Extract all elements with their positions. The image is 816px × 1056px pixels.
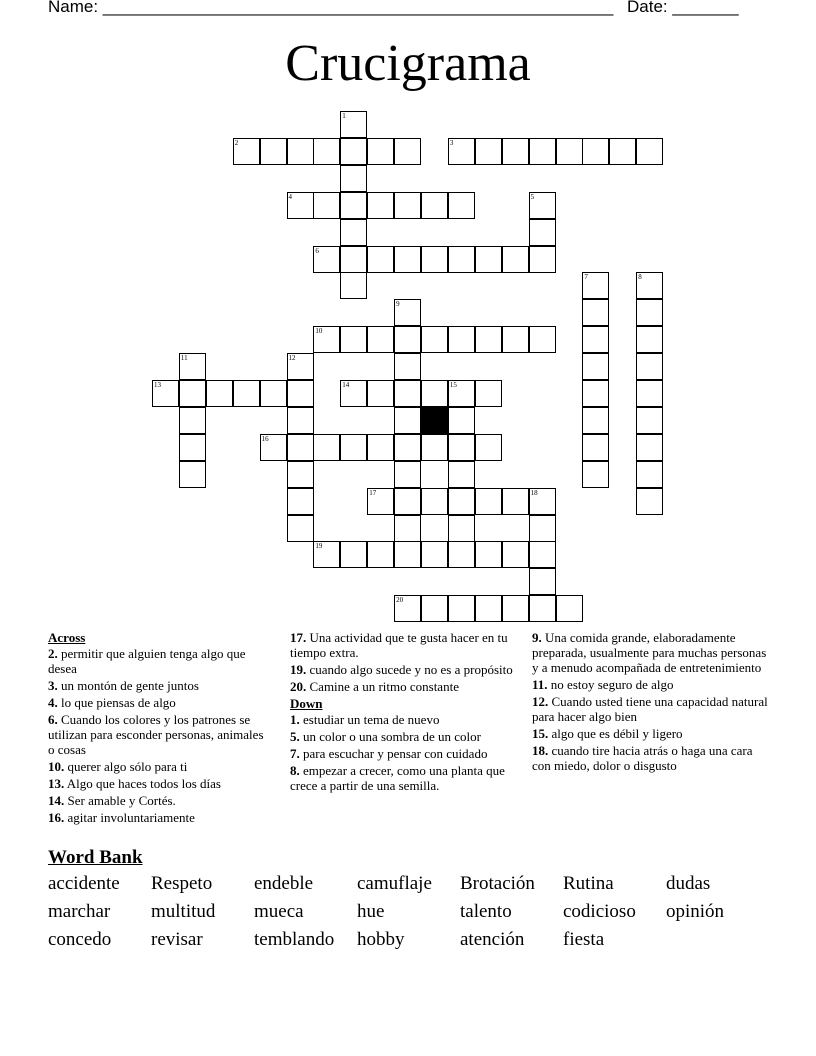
crossword-cell[interactable] bbox=[582, 407, 609, 434]
crossword-cell[interactable] bbox=[502, 541, 529, 568]
crossword-cell[interactable] bbox=[448, 326, 475, 353]
down-heading: Down bbox=[290, 696, 323, 711]
crossword-cell[interactable] bbox=[233, 138, 260, 165]
clue-number: 18 bbox=[530, 488, 538, 497]
crossword-cell[interactable] bbox=[448, 192, 475, 219]
clue-number: 15 bbox=[449, 381, 457, 389]
crossword-cell[interactable] bbox=[394, 434, 421, 461]
clue-number: 4 bbox=[288, 192, 292, 201]
crossword-cell[interactable] bbox=[448, 246, 475, 273]
crossword-cell[interactable] bbox=[340, 272, 367, 299]
clue-down-9: 9. Una comida grande, elaboradamente preparada, usualmente para muchas personas y a menudo acompañada de entretenimiento bbox=[532, 630, 767, 675]
date-field[interactable]: Date: _______ bbox=[627, 0, 739, 16]
crossword-cell[interactable] bbox=[421, 380, 448, 407]
word-bank-item: temblando bbox=[254, 929, 335, 950]
crossword-cell[interactable] bbox=[340, 434, 367, 461]
clue-across-20: 20. Camine a un ritmo constante bbox=[290, 679, 459, 694]
clue-down-8: 8. empezar a crecer, como una planta que crece a partir de una semilla. bbox=[290, 763, 505, 793]
crossword-cell[interactable] bbox=[448, 541, 475, 568]
crossword-cell[interactable] bbox=[340, 219, 367, 246]
crossword-cell[interactable] bbox=[448, 407, 475, 434]
clue-down-11: 11. no estoy seguro de algo bbox=[532, 677, 674, 692]
clue-number: 10 bbox=[315, 327, 323, 336]
crossword-cell[interactable] bbox=[475, 488, 502, 515]
crossword-cell[interactable] bbox=[582, 299, 609, 326]
crossword-cell[interactable] bbox=[582, 326, 609, 353]
crossword-cell[interactable] bbox=[367, 380, 394, 407]
crossword-cell[interactable] bbox=[367, 434, 394, 461]
crossword-cell[interactable] bbox=[582, 272, 609, 299]
crossword-cell[interactable] bbox=[475, 138, 502, 165]
crossword-cell[interactable] bbox=[287, 138, 314, 165]
crossword-cell[interactable] bbox=[448, 461, 475, 488]
clue-across-2: 2. permitir que alguien tenga algo que desea bbox=[48, 646, 246, 676]
crossword-cell[interactable] bbox=[502, 246, 529, 273]
clue-number: 14 bbox=[342, 381, 350, 389]
crossword-cell[interactable] bbox=[636, 380, 663, 407]
crossword-cell[interactable] bbox=[529, 541, 556, 568]
crossword-cell[interactable] bbox=[394, 515, 421, 542]
clues-column-2 bbox=[290, 630, 526, 795]
crossword-cell[interactable] bbox=[394, 407, 421, 434]
crossword-cell[interactable] bbox=[636, 434, 663, 461]
crossword-cell[interactable] bbox=[313, 326, 340, 353]
clue-number: 9 bbox=[396, 300, 400, 309]
clue-across-3: 3. un montón de gente juntos bbox=[48, 678, 199, 693]
clue-across-13: 13. Algo que haces todos los días bbox=[48, 776, 221, 791]
clue-number: 1 bbox=[342, 112, 346, 120]
crossword-cell[interactable] bbox=[475, 380, 502, 407]
word-bank-item: marchar bbox=[48, 901, 111, 922]
clues-column-3 bbox=[532, 630, 768, 775]
crossword-cell[interactable] bbox=[394, 353, 421, 380]
crossword-cell[interactable] bbox=[152, 380, 179, 407]
clue-across-16: 16. agitar involuntariamente bbox=[48, 810, 195, 825]
word-bank-item: accidente bbox=[48, 873, 120, 894]
page-title: Crucigrama bbox=[285, 35, 531, 92]
crossword-cell[interactable] bbox=[421, 326, 448, 353]
crossword-cell[interactable] bbox=[260, 380, 287, 407]
crossword-cell[interactable] bbox=[421, 488, 448, 515]
crossword-cell[interactable] bbox=[394, 326, 421, 353]
clue-number: 8 bbox=[638, 273, 642, 282]
crossword-cell[interactable] bbox=[313, 434, 340, 461]
crossword-cell[interactable] bbox=[502, 138, 529, 165]
crossword-cell[interactable] bbox=[421, 595, 448, 622]
crossword-cell[interactable] bbox=[475, 595, 502, 622]
word-bank-item: talento bbox=[460, 901, 512, 922]
clue-across-14: 14. Ser amable y Cortés. bbox=[48, 793, 176, 808]
crossword-cell[interactable] bbox=[582, 461, 609, 488]
word-bank-item: hue bbox=[357, 901, 385, 922]
name-field[interactable]: Name: ______________________________________________________ bbox=[48, 0, 614, 16]
word-bank-item: multitud bbox=[151, 901, 216, 922]
crossword-cell[interactable] bbox=[582, 138, 609, 165]
crossword-cell[interactable] bbox=[529, 488, 556, 515]
word-bank-item: endeble bbox=[254, 873, 314, 894]
crossword-cell[interactable] bbox=[287, 407, 314, 434]
crossword-cell[interactable] bbox=[636, 299, 663, 326]
clue-number: 6 bbox=[315, 246, 319, 255]
clue-number: 3 bbox=[449, 138, 454, 147]
word-bank-item: fiesta bbox=[563, 929, 605, 950]
crossword-cell[interactable] bbox=[233, 380, 260, 407]
crossword-cell[interactable] bbox=[179, 461, 206, 488]
clue-down-5: 5. un color o una sombra de un color bbox=[290, 729, 481, 744]
crossword-cell[interactable] bbox=[260, 434, 287, 461]
crossword-cell[interactable] bbox=[448, 138, 475, 165]
clue-number: 20 bbox=[396, 596, 404, 605]
crossword-cell[interactable] bbox=[394, 541, 421, 568]
word-bank-item: Respeto bbox=[151, 873, 213, 894]
clue-number: 5 bbox=[530, 192, 535, 201]
clue-number: 17 bbox=[369, 488, 377, 497]
word-bank-item: dudas bbox=[666, 873, 711, 894]
crossword-cell[interactable] bbox=[636, 353, 663, 380]
crossword-cell[interactable] bbox=[287, 515, 314, 542]
crossword-cell[interactable] bbox=[394, 246, 421, 273]
crossword-cell[interactable] bbox=[529, 568, 556, 595]
crossword-cell[interactable] bbox=[529, 246, 556, 273]
crossword-cell[interactable] bbox=[394, 299, 421, 326]
crossword-cell[interactable] bbox=[287, 461, 314, 488]
crossword-cell[interactable] bbox=[287, 488, 314, 515]
clue-down-1: 1. estudiar un tema de nuevo bbox=[290, 712, 440, 727]
crossword-cell[interactable] bbox=[179, 434, 206, 461]
clue-down-18: 18. cuando tire hacia atrás o haga una cara con miedo, dolor o disgusto bbox=[532, 743, 753, 773]
crossword-cell[interactable] bbox=[475, 541, 502, 568]
crossword-cell[interactable] bbox=[287, 380, 314, 407]
clue-across-19: 19. cuando algo sucede y no es a propósito bbox=[290, 662, 513, 677]
crossword-cell[interactable] bbox=[502, 595, 529, 622]
crossword-cell[interactable] bbox=[636, 272, 663, 299]
word-bank-item: revisar bbox=[151, 929, 203, 950]
crossword-cell[interactable] bbox=[340, 246, 367, 273]
crossword-cell[interactable] bbox=[179, 353, 206, 380]
crossword-cell[interactable] bbox=[340, 138, 367, 165]
crossword-cell[interactable] bbox=[421, 541, 448, 568]
crossword-cell[interactable] bbox=[179, 407, 206, 434]
clue-across-10: 10. querer algo sólo para ti bbox=[48, 759, 188, 774]
crossword-black-cell bbox=[421, 407, 448, 434]
crossword-cell[interactable] bbox=[529, 192, 556, 219]
clue-number: 16 bbox=[261, 434, 269, 443]
crossword-cell[interactable] bbox=[287, 353, 314, 380]
clues-column-1 bbox=[48, 630, 268, 827]
crossword-cell[interactable] bbox=[609, 138, 636, 165]
crossword-cell[interactable] bbox=[582, 353, 609, 380]
across-heading: Across bbox=[48, 630, 86, 645]
crossword-cell[interactable] bbox=[394, 380, 421, 407]
crossword-cell[interactable] bbox=[367, 246, 394, 273]
crossword-cell[interactable] bbox=[394, 461, 421, 488]
crossword-cell[interactable] bbox=[179, 380, 206, 407]
crossword-cell[interactable] bbox=[636, 488, 663, 515]
crossword-cell[interactable] bbox=[367, 192, 394, 219]
crossword-cell[interactable] bbox=[421, 246, 448, 273]
crossword-cell[interactable] bbox=[313, 192, 340, 219]
crossword-cell[interactable] bbox=[367, 138, 394, 165]
word-bank-title: Word Bank bbox=[48, 847, 143, 868]
word-bank-item: concedo bbox=[48, 929, 112, 950]
clue-number: 13 bbox=[154, 381, 161, 389]
word-bank-item: hobby bbox=[357, 929, 405, 950]
crossword-cell[interactable] bbox=[340, 326, 367, 353]
word-bank-item: opinión bbox=[666, 901, 725, 922]
crossword-cell[interactable] bbox=[448, 595, 475, 622]
clue-down-15: 15. algo que es débil y ligero bbox=[532, 726, 683, 741]
crossword-cell[interactable] bbox=[340, 165, 367, 192]
crossword-cell[interactable] bbox=[529, 138, 556, 165]
clue-number: 19 bbox=[315, 542, 323, 551]
crossword-cell[interactable] bbox=[394, 192, 421, 219]
clue-across-6: 6. Cuando los colores y los patrones se utilizan para esconder personas, animales o cosas bbox=[48, 712, 264, 757]
clue-down-7: 7. para escuchar y pensar con cuidado bbox=[290, 746, 488, 761]
crossword-cell[interactable] bbox=[582, 434, 609, 461]
crossword-cell[interactable] bbox=[394, 138, 421, 165]
crossword-cell[interactable] bbox=[313, 541, 340, 568]
word-bank-item: mueca bbox=[254, 901, 304, 922]
crossword-cell[interactable] bbox=[475, 246, 502, 273]
crossword-cell[interactable] bbox=[421, 192, 448, 219]
crossword-cell[interactable] bbox=[313, 138, 340, 165]
crossword-cell[interactable] bbox=[340, 380, 367, 407]
crossword-cell[interactable] bbox=[394, 595, 421, 622]
crossword-cell[interactable] bbox=[260, 138, 287, 165]
crossword-cell[interactable] bbox=[394, 488, 421, 515]
crossword-cell[interactable] bbox=[206, 380, 233, 407]
word-bank-item: camuflaje bbox=[357, 873, 432, 894]
clue-number: 11 bbox=[180, 354, 188, 363]
crossword-cell[interactable] bbox=[636, 326, 663, 353]
crossword-cell[interactable] bbox=[340, 541, 367, 568]
crossword-cell[interactable] bbox=[448, 434, 475, 461]
clue-number: 2 bbox=[234, 138, 239, 147]
word-bank-item: codicioso bbox=[563, 901, 636, 922]
word-bank-item: Rutina bbox=[563, 873, 614, 894]
crossword-cell[interactable] bbox=[529, 595, 556, 622]
crossword-cell[interactable] bbox=[367, 488, 394, 515]
clue-across-4: 4. lo que piensas de algo bbox=[48, 695, 176, 710]
crossword-cell[interactable] bbox=[475, 326, 502, 353]
crossword-cell[interactable] bbox=[448, 488, 475, 515]
crossword-cell[interactable] bbox=[448, 515, 475, 542]
crossword-cell[interactable] bbox=[582, 380, 609, 407]
clue-number: 7 bbox=[584, 273, 588, 282]
crossword-cell[interactable] bbox=[529, 515, 556, 542]
crossword-cell[interactable] bbox=[529, 326, 556, 353]
crossword-cell[interactable] bbox=[502, 488, 529, 515]
crossword-cell[interactable] bbox=[367, 541, 394, 568]
crossword-cell[interactable] bbox=[636, 138, 663, 165]
word-bank-item: atención bbox=[460, 929, 525, 950]
word-bank-item: Brotación bbox=[460, 873, 535, 894]
clue-number: 12 bbox=[288, 354, 296, 363]
crossword-cell[interactable] bbox=[636, 407, 663, 434]
crossword-cell[interactable] bbox=[287, 434, 314, 461]
crossword-cell[interactable] bbox=[340, 192, 367, 219]
crossword-cell[interactable] bbox=[636, 461, 663, 488]
crossword-cell[interactable] bbox=[556, 595, 583, 622]
crossword-cell[interactable] bbox=[287, 192, 314, 219]
crossword-cell[interactable] bbox=[556, 138, 583, 165]
crossword-cell[interactable] bbox=[313, 246, 340, 273]
crossword-cell[interactable] bbox=[475, 434, 502, 461]
crossword-cell[interactable] bbox=[421, 434, 448, 461]
crossword-cell[interactable] bbox=[367, 326, 394, 353]
clue-across-17: 17. Una actividad que te gusta hacer en tu tiempo extra. bbox=[290, 630, 508, 660]
clue-down-12: 12. Cuando usted tiene una capacidad natural para hacer algo bien bbox=[532, 694, 768, 724]
crossword-cell[interactable] bbox=[448, 380, 475, 407]
crossword-cell[interactable] bbox=[340, 111, 367, 138]
crossword-cell[interactable] bbox=[529, 219, 556, 246]
crossword-cell[interactable] bbox=[502, 326, 529, 353]
